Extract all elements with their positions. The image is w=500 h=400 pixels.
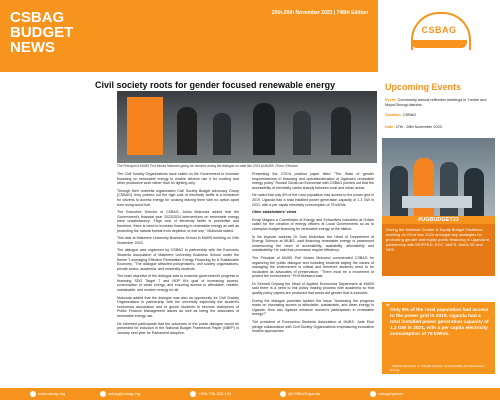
footer-text: +256-755-302-154 bbox=[198, 391, 232, 397]
paragraph: The Civil Society Organizations have called on the Government to increase financing on renewable energy to enable citizens use it for cooking and other productive work rather than for lighting only. bbox=[117, 172, 239, 186]
footer-email[interactable] bbox=[100, 391, 140, 397]
masthead bbox=[0, 0, 378, 72]
footer-text: csbagUganda bbox=[378, 391, 403, 397]
photo-person bbox=[390, 166, 408, 216]
paragraph: The Executive Director of CSBAG, Julius Mukunda added that the Government's financial year 2023/2024 interventions on renewable energy were unsatisfactory. "High cost of electricity tariffs is prohibitive and therefore, there is need to increase financing in renewable energy as well as protecting the natural forests from depletion or fuel use," Mukunda stated. bbox=[117, 210, 239, 233]
issue-date: 20th-26th November 2023 | 748th Edition bbox=[271, 10, 368, 16]
event-value: 27th - 28th November 2023 bbox=[395, 125, 442, 129]
subheading: Other stakeholders' views bbox=[252, 210, 297, 215]
quote-mark-icon: " bbox=[386, 303, 390, 312]
photo-person bbox=[213, 113, 231, 155]
footer-text: @CSBAGUganda bbox=[288, 391, 321, 397]
event-label: Event: bbox=[385, 98, 397, 102]
footer-facebook[interactable] bbox=[370, 391, 403, 397]
event-date bbox=[385, 125, 493, 130]
footer-text: csbag@csbag.org bbox=[108, 391, 141, 397]
article-column-2 bbox=[252, 172, 374, 337]
sidebar-photo bbox=[382, 138, 495, 216]
paragraph: Mukunda added that the dialogue was also an opportunity for Civil Society Organizations in partnership with the university especially the student's economics association and to groom students to become champions of Public Finance Management issues as well as being the advocates of renewable energy use. bbox=[117, 295, 239, 319]
article-column-1 bbox=[117, 172, 239, 338]
paragraph: Emaji Magara a Coordinator of Energy and Extractives industries at Oxfam called for the creation of energy officers at Local Governments so as to champion budget financing for renewable energy at the district. bbox=[252, 217, 374, 231]
globe-icon bbox=[30, 391, 36, 397]
paragraph: The Principal of MUBS Prof Moses Muhwezi commended CSBAG for organizing the public dialogue and including students saying the issues of managing the environment is critical and therefore students need to be inculcated as advocates of preservation. "There must be a movement to protect the environment," Prof Muhwezi said. bbox=[252, 255, 374, 279]
brand-line-3: NEWS bbox=[10, 39, 55, 56]
quote-source: - CSBAG Research on Climate Finance, Accountability and Renewable Energy. bbox=[390, 364, 485, 372]
event-value: Community annual reflection meetings in Yumbe and Moyo/Obongi districts. bbox=[385, 98, 487, 107]
paragraph: Presenting the CSO's position paper titled "The State of gender responsiveness in financing and operationalization of Uganda's renewable energy policy" Ronald Ochan an Economist with CSBAG pointed out that the accessibility of electricity varies sharply between rural and urban areas. bbox=[252, 172, 374, 190]
event-duration bbox=[385, 113, 493, 118]
events-title: Upcoming Events bbox=[385, 82, 462, 92]
event-value: CSBAG bbox=[402, 113, 417, 117]
article-photo bbox=[117, 91, 377, 163]
facebook-icon bbox=[370, 391, 376, 397]
photo-person bbox=[331, 107, 351, 155]
brand-line-1: CSBAG bbox=[10, 9, 65, 26]
photo-person bbox=[464, 168, 484, 216]
logo-area bbox=[378, 0, 500, 72]
logo-base bbox=[411, 40, 467, 48]
photo-person bbox=[293, 111, 311, 155]
event-label: Date: bbox=[385, 125, 395, 129]
paragraph: He noted that only 8% of the rural population had access to the power grid in 2019. Uganda had a total installed power generation capacity of 1.3 GW in 2021, with a per capita electricity consumption of 75 kWh/s. bbox=[252, 193, 374, 207]
quote-text: Only 8% of the rural population had access to the power grid in 2019. Uganda had a total installed power generation capacity of 1.3 GW in 2021, with a per capita electricity consumption of 75 kWh/s. bbox=[390, 308, 489, 337]
article-headline: Civil society roots for gender focused renewable energy bbox=[95, 80, 336, 90]
footer-text: www.csbag.org bbox=[38, 391, 66, 397]
paragraph: Through their umbrella organization Civil Society Budget Advocacy Group (CSBAG), they pointed out the high cost of electricity tariffs is a hindrance for citizens to access energy for cooking leaving them with no option apart from using wood fuel. bbox=[117, 188, 239, 207]
paragraph: This was at Makerere University Business School in MUBS building on 24th November 2023. bbox=[117, 236, 239, 245]
hashtag-banner: #UGBUDGET23 bbox=[382, 216, 495, 224]
paragraph: During the dialogue panelists tackled the issue "Assessing the progress made on increasing access to affordable, sustainable, and clean energy in Uganda. How can Uganda enhance women's participation in renewable energy?" bbox=[252, 298, 374, 317]
photo-banner bbox=[127, 97, 163, 155]
footer-website[interactable] bbox=[30, 391, 65, 397]
paragraph: He informed participants that the outcomes of the public dialogue would be presented for inclusion in the National Budget Framework Paper (NBFP) in January next year for Parliament adoption. bbox=[117, 321, 239, 335]
photo-person bbox=[253, 103, 275, 155]
footer-phone[interactable] bbox=[190, 391, 231, 397]
sidebar-blurb bbox=[382, 224, 495, 276]
email-icon bbox=[100, 391, 106, 397]
paragraph: The main objective of the dialogue was to examine government's progress in financing SDG Target 7 and NDP III's goal of increasing access, consumption of clean energy, and ensuring access to affordable, reliable, sustainable, and modern energy for all. bbox=[117, 274, 239, 293]
twitter-icon bbox=[280, 391, 286, 397]
phone-icon bbox=[190, 391, 196, 397]
paragraph: Dr Sennett Onyang the Head of Applied Economics Department at MUBS said there is a need to link policy making process with academia so that quality policy papers are produced that would aid gender that is inclusive. bbox=[252, 281, 374, 296]
photo-person bbox=[177, 107, 197, 155]
paragraph: The dialogue was organized by CSBAG in partnership with the Economic Students Association of Makerere University Business School under the theme "Leveraging Effective Renewable Energy Financing for A Sustainable Economy. "The dialogue attracted policymakers, civil society organizations, private sector, academia, and university students. bbox=[117, 248, 239, 271]
paragraph: In his keynote address Dr Sam Mulindwa, the Head of Department of Energy Science at MUBS, said financing renewable energy is paramount underscoring the need of accessibility, availability, affordability and sustainability. He said that processes require efficiency. bbox=[252, 234, 374, 253]
footer-bar bbox=[0, 388, 500, 400]
masthead-title bbox=[10, 10, 73, 55]
paragraph: The president of Economics Students Association at MUBS, Jude Ekot pledge collaboration with Civil Society Organizations emphasizing innovative models approaches. bbox=[252, 320, 374, 334]
event-item bbox=[385, 98, 493, 108]
pull-quote bbox=[382, 302, 495, 374]
csbag-logo bbox=[411, 12, 467, 58]
photo-table bbox=[402, 196, 472, 208]
footer-twitter[interactable] bbox=[280, 391, 320, 397]
brand-line-2: BUDGET bbox=[10, 24, 74, 41]
event-label: Duration: bbox=[385, 113, 402, 117]
photo-caption: The Principal of MUBS Prof Moses Muhwezi giving his remarks during the dialogue on wide film 2024 at MUBS. Photo: Elesham bbox=[117, 164, 298, 168]
blurb-text: During the National Gender & Equity Budget Taskforce meeting on 22nd Nov 2023 amongst key strategies for promoting gender and equity public financing in Uganda in partnership with MOPFED, EOC, MoFS, MoGLSD and NPA bbox=[386, 227, 490, 252]
logo-text: CSBAG bbox=[421, 25, 457, 35]
